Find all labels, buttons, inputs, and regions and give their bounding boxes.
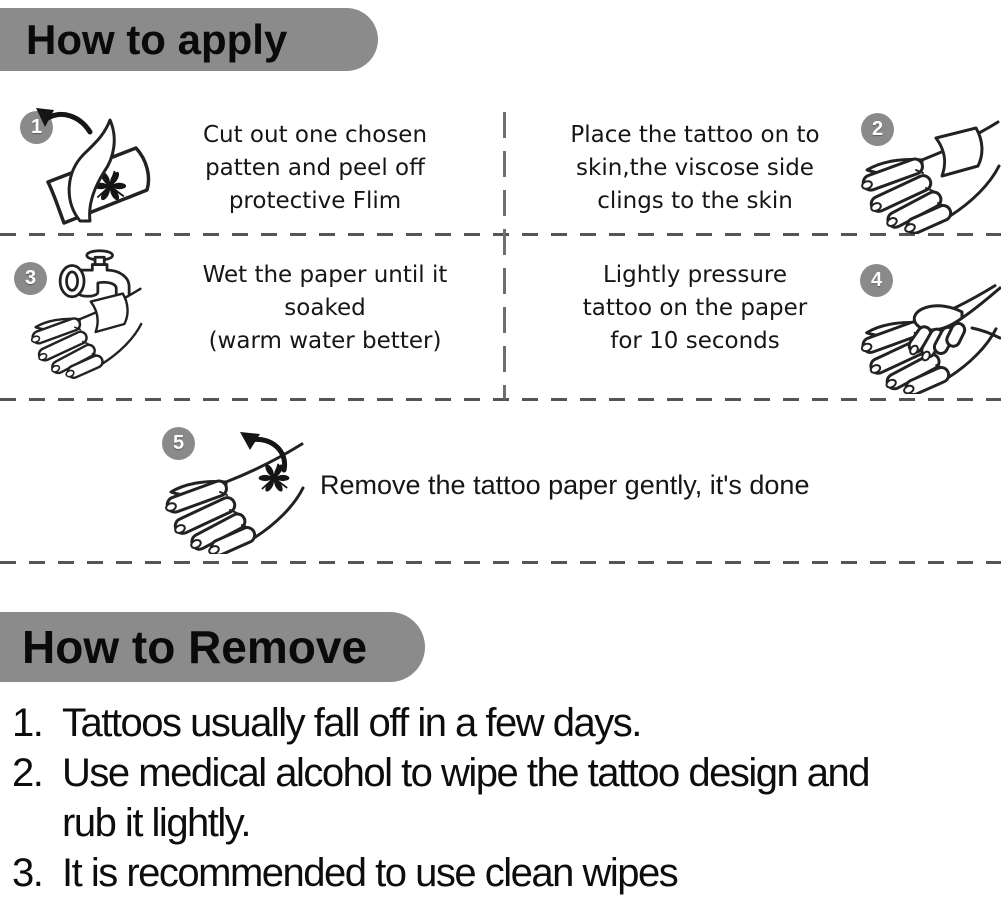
list-item [12,848,987,898]
list-item-text: Tattoos usually fall off in a few days. [62,701,641,745]
remove-instructions-list [12,698,987,898]
remove-paper-hand-icon [152,422,307,554]
press-tattoo-hands-icon [850,266,1001,394]
step1-line2: patten and peel off [205,155,425,181]
step3-badge: 3 [14,262,47,295]
step5-text: Remove the tattoo paper gently, it's done [320,470,810,500]
step5-badge: 5 [162,427,195,460]
step2-line3: clings to the skin [597,188,793,214]
wet-paper-faucet-icon [20,246,172,396]
list-item-text: It is recommended to use clean wipes [62,851,678,895]
peel-film-icon [18,102,170,230]
step3-line2: soaked [284,295,366,321]
step4-line2: tattoo on the paper [582,295,808,321]
divider-column [503,112,506,399]
step4-line1: Lightly pressure [602,262,788,288]
divider-row2 [0,398,1001,401]
step2-line2: skin,the viscose side [576,155,814,181]
step4-text [535,259,855,358]
step1-line1: Cut out one chosen [202,122,428,148]
step4-line3: for 10 seconds [610,328,780,354]
list-item-number: 2. [12,751,43,795]
place-tattoo-hand-icon [850,106,1001,234]
step3-line1: Wet the paper until it [202,262,448,288]
step2-line1: Place the tattoo on to [570,122,820,148]
list-item-number: 1. [12,701,43,745]
step2-badge: 2 [861,113,894,146]
how-to-remove-title: How to Remove [0,612,425,682]
step1-badge: 1 [20,111,53,144]
list-item [12,748,987,848]
step3-text [170,259,480,358]
divider-row3 [0,561,1001,564]
list-item [12,698,987,748]
step2-text [540,119,850,218]
step4-badge: 4 [860,264,893,297]
how-to-apply-title: How to apply [0,8,378,71]
list-item-text: Use medical alcohol to wipe the tattoo design and rub it lightly. [62,751,870,845]
step1-text [170,119,460,218]
list-item-number: 3. [12,851,43,895]
step3-line3: (warm water better) [208,328,442,354]
step1-line3: protective Flim [228,188,402,214]
